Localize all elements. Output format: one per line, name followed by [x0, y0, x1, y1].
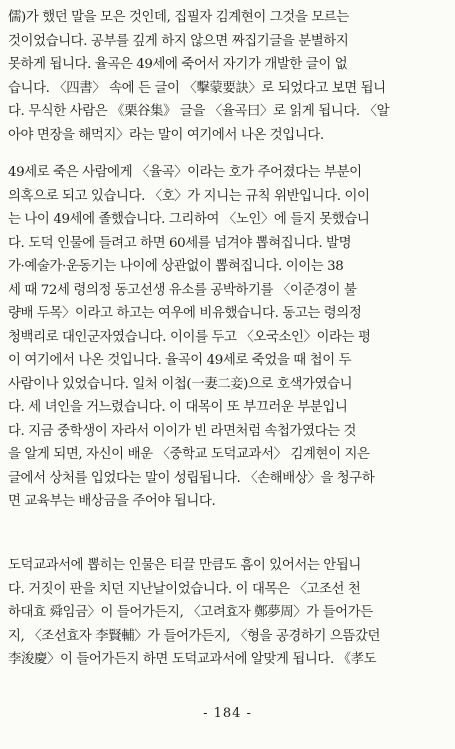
text-line: 하대효 舜임금〉이 들어가든지, 〈고려효자 鄭夢周〉가 들어가든: [8, 605, 373, 620]
text-line: 글에서 상처를 입었다는 말이 성립됩니다. 〈손해배상〉을 청구하: [8, 470, 375, 486]
text-line: 가·예술가·운동기는 나이에 상관없이 뽑혀집니다. 이이는 38: [8, 259, 344, 274]
text-line: 아야 면장을 해먹지〉라는 말이 여기에서 나온 것입니다.: [8, 127, 324, 143]
text-line: 다. 세 녀인을 거느렸습니다. 이 대목이 또 부끄러운 부분입니: [8, 400, 348, 415]
paragraph-1: [8, 6, 448, 147]
page-number: - 184 -: [203, 706, 252, 721]
text-line: 49세로 죽은 사람에게 〈율곡〉이라는 호가 주어졌다는 부분이: [8, 165, 362, 180]
paragraph-2: [8, 161, 448, 514]
text-line: 다. 지금 중학생이 자라서 이이가 빈 라면처럼 속첩가였다는 것: [8, 423, 357, 439]
text-line: 것이었습니다. 공부를 깊게 하지 않으면 짜집기글을 분별하지: [8, 33, 349, 49]
text-line: 면 교육부는 배상금을 주어야 됩니다.: [8, 494, 216, 509]
text-line: 량배 두목〉이라고 하고는 여우에 비유했습니다. 동고는 령의정: [8, 306, 362, 321]
text-line: 세 때 72세 령의정 동고선생 유소를 공박하기를 〈이준경이 불: [8, 282, 357, 298]
text-line: 못하게 됩니다. 율곡은 49세에 죽어서 자기가 개발한 글이 없: [8, 57, 348, 72]
text-line: 다. 거짓이 판을 치던 지난날이었습니다. 이 대목은 〈고조선 천: [8, 581, 361, 597]
text-line: 는 나이 49세에 졸했습니다. 그리하여 〈노인〉에 들지 못했습니: [8, 212, 370, 227]
text-line: 습니다. 〈四書〉 속에 든 글이 〈擊蒙要訣〉로 되었다고 보면 됩니: [8, 80, 386, 96]
text-line: 다. 도덕 인물에 들려고 하면 60세를 넘겨야 뽑혀집니다. 발명: [8, 235, 352, 251]
text-line: 사람이나 있었습니다. 일처 이첩(一妻二妾)으로 호색가였습니: [8, 376, 353, 392]
paragraph-3: [8, 554, 448, 672]
text-line: 을 알게 되면, 자신이 배운 〈중학교 도덕교과서〉 김계현이 지은: [8, 447, 370, 462]
text-line: 儒)가 했던 말을 모은 것인데, 집필자 김계현이 그것을 모르는: [8, 10, 349, 25]
text-line: 李浚慶〉이 들어가든지 하면 도덕교과서에 알맞게 됩니다. 《孝도: [8, 652, 377, 667]
text-line: 지, 〈조선효자 李賢輔〉가 들어가든지, 〈형을 공경하기 으뜸갔던: [8, 628, 381, 644]
text-line: 도덕교과서에 뽑히는 인물은 티끌 만큼도 흠이 있어서는 안됩니: [8, 558, 361, 573]
text-line: 이 여기에서 나온 것입니다. 율곡이 49세로 죽었을 때 첩이 두: [8, 353, 352, 368]
text-line: 청백리로 대인군자였습니다. 이이를 두고 〈오국소인〉이라는 평: [8, 329, 371, 345]
text-line: 다. 무식한 사람은 《栗谷集》 글을 〈율곡曰〉로 읽게 됩니다. 〈알: [8, 104, 390, 119]
text-line: 의혹으로 되고 있습니다. 〈호〉가 지니는 규칙 위반입니다. 이이: [8, 188, 370, 204]
